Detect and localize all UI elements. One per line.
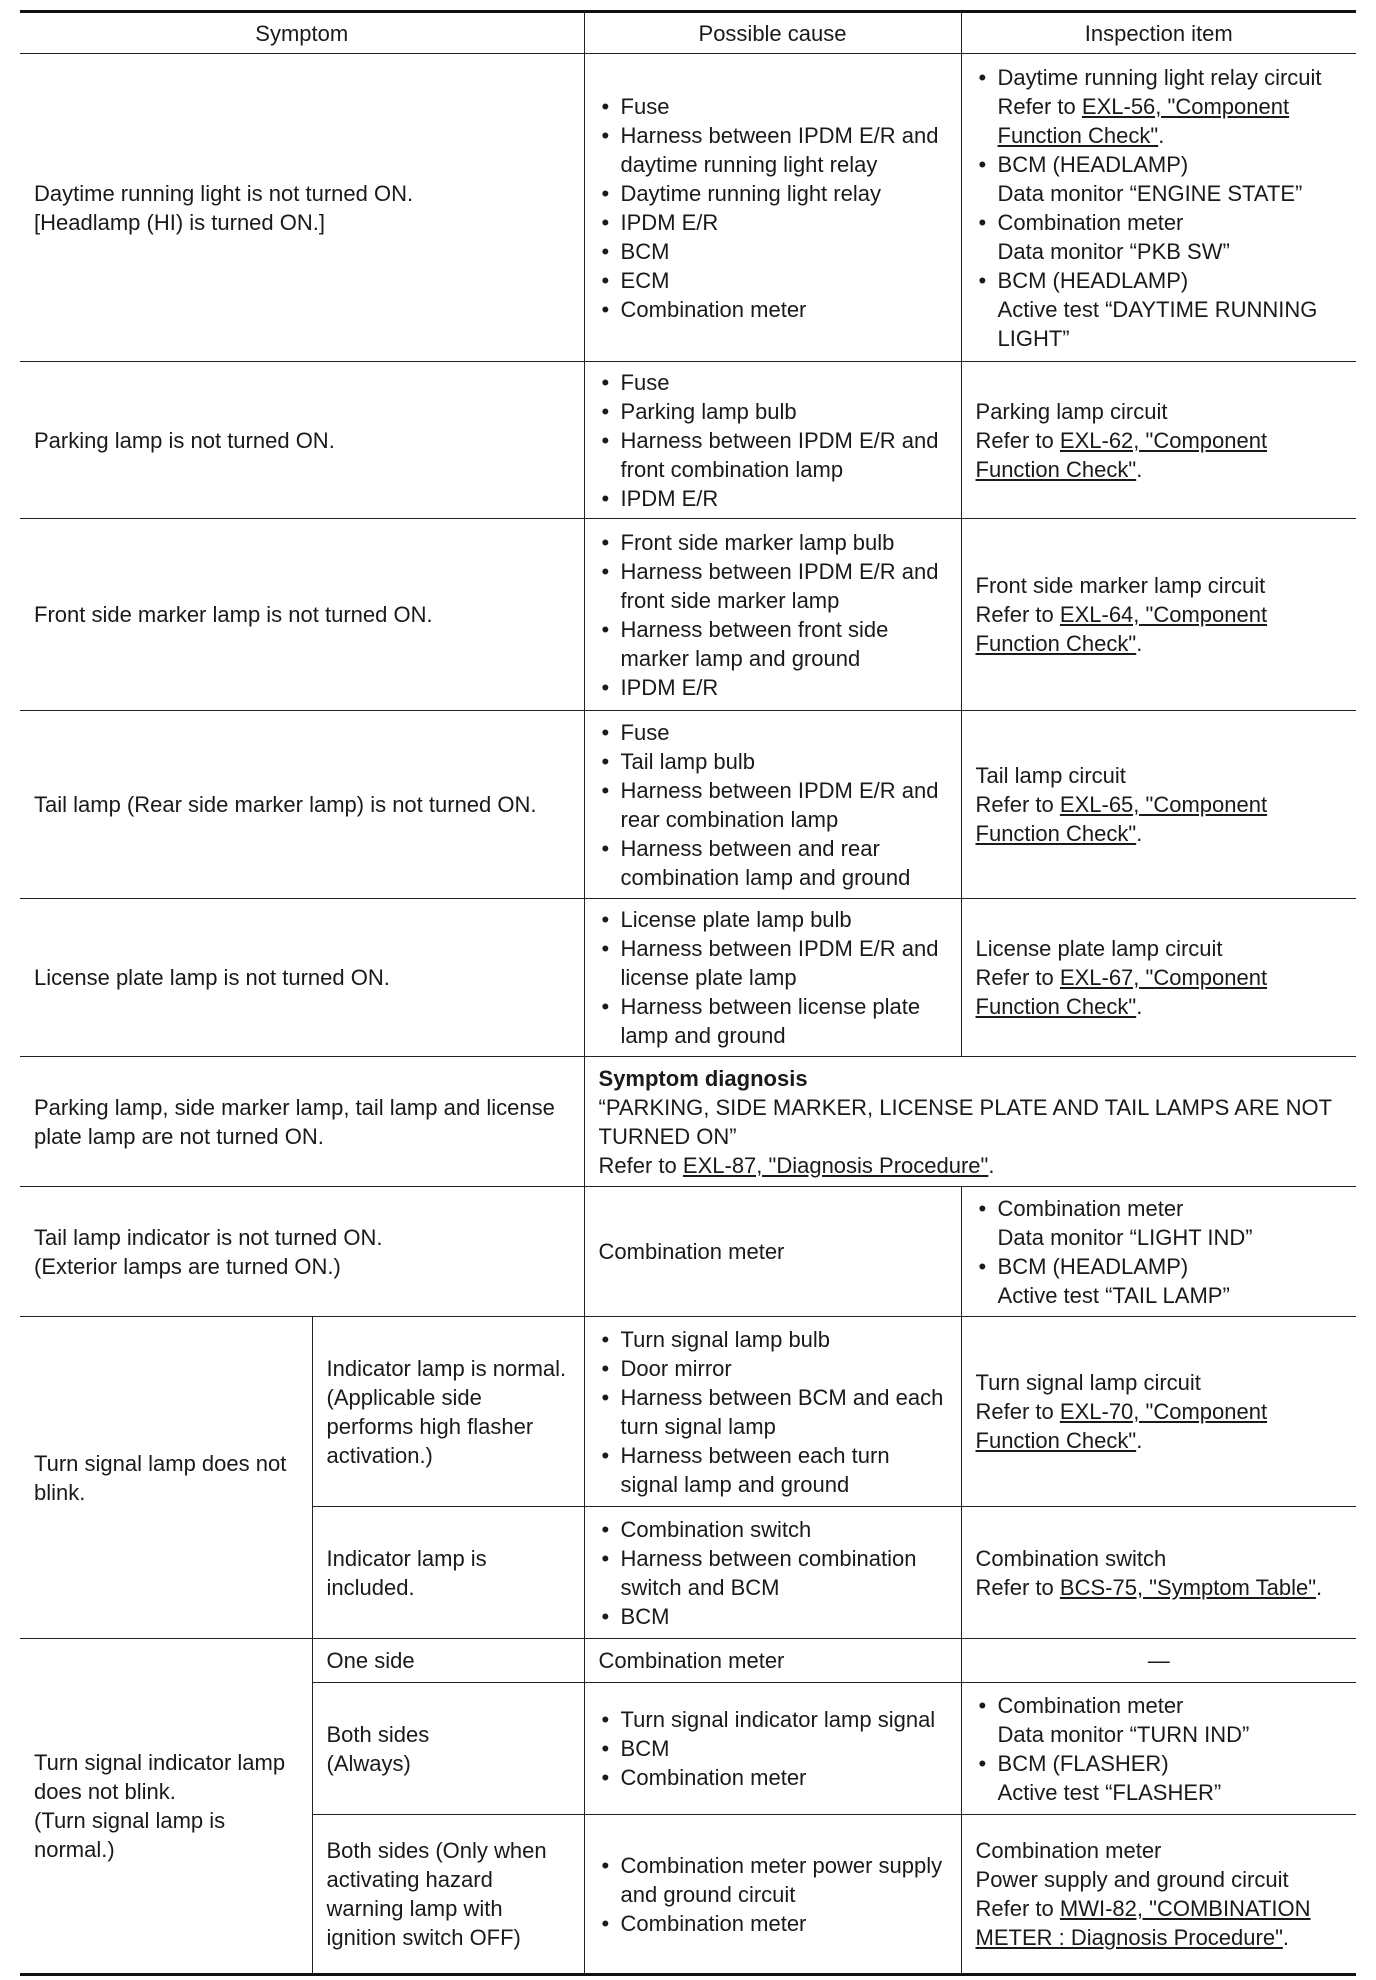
cause-item: • Harness between IPDM E/R and front side marker lamp (599, 557, 947, 615)
cause-cell (584, 899, 961, 1057)
cause-cell (584, 1507, 961, 1639)
symptom-cell: Front side marker lamp is not turned ON. (20, 519, 584, 711)
cause-item: • Parking lamp bulb (599, 397, 947, 426)
cause-item: • Harness between IPDM E/R and daytime running light relay (599, 121, 947, 179)
symptom-table-container (20, 10, 1356, 1976)
inspection-subtext: Data monitor “ENGINE STATE” (997, 180, 1303, 206)
cause-cell (584, 1815, 961, 1975)
refer-text: Refer to (975, 1399, 1054, 1424)
inspection-item: • Daytime running light relay circuit Refer to EXL-56, "Component Function Check". (976, 63, 1343, 150)
refer-text: Refer to (975, 792, 1054, 817)
cause-item: • BCM (599, 237, 947, 266)
symptom-cell: License plate lamp is not turned ON. (20, 899, 584, 1057)
inspection-text: Combination switch (975, 1545, 1167, 1571)
cause-item: • Turn signal lamp bulb (599, 1325, 947, 1354)
inspection-cell: Parking lamp circuit Refer to EXL-62, "Component Function Check". (961, 362, 1356, 519)
symptom-text: Tail lamp indicator is not turned ON. (34, 1224, 383, 1250)
ref-link-exl-70[interactable]: EXL-70, "Component Function Check" (975, 1399, 1268, 1453)
cause-item: • BCM (599, 1602, 947, 1631)
condition-cell (312, 1683, 584, 1815)
cause-cell (584, 711, 961, 899)
inspection-text: • Combination meter (997, 1195, 1184, 1221)
inspection-cell: Turn signal lamp circuit Refer to EXL-70, "Component Function Check". (961, 1317, 1356, 1507)
inspection-item (976, 1691, 1343, 1749)
inspection-cell (961, 1683, 1356, 1815)
refer-text: Refer to (975, 965, 1054, 990)
table-row (20, 1317, 1356, 1507)
cause-cell: Combination meter (584, 1639, 961, 1683)
ref-link-exl-67[interactable]: EXL-67, "Component Function Check" (975, 965, 1268, 1019)
inspection-item (976, 1749, 1343, 1807)
inspection-text: • Combination meter (997, 209, 1184, 235)
inspection-cell: Combination meter Power supply and ground circuit Refer to MWI-82, "COMBINATION METER : Diagnosis Procedure". (961, 1815, 1356, 1975)
cause-item: • ECM (599, 266, 947, 295)
table-row (20, 1639, 1356, 1683)
symptom-text: Turn signal indicator lamp does not blink. (34, 1750, 286, 1804)
cause-item: • Fuse (599, 368, 947, 397)
header-possible-cause: Possible cause (584, 12, 961, 54)
ref-link-exl-64[interactable]: EXL-64, "Component Function Check" (975, 602, 1268, 656)
cause-cell: Combination meter (584, 1187, 961, 1317)
ref-link-exl-87[interactable]: EXL-87, "Diagnosis Procedure" (682, 1152, 989, 1178)
ref-link-mwi-82[interactable]: MWI-82, "COMBINATION METER : Diagnosis Procedure" (975, 1896, 1311, 1950)
diagnosis-text: “PARKING, SIDE MARKER, LICENSE PLATE AND TAIL LAMPS ARE NOT TURNED ON” (598, 1094, 1332, 1149)
refer-text: Refer to (975, 1896, 1054, 1921)
refer-text: Refer to (975, 1574, 1054, 1600)
inspection-text: Turn signal lamp circuit (975, 1370, 1201, 1395)
ref-link-exl-65[interactable]: EXL-65, "Component Function Check" (975, 792, 1268, 846)
inspection-item (976, 208, 1343, 266)
inspection-subtext: Active test “DAYTIME RUNNING LIGHT” (997, 296, 1318, 351)
cause-item: • Harness between IPDM E/R and front combination lamp (599, 426, 947, 484)
cause-item: • Combination meter (599, 1763, 947, 1792)
cause-item: • Harness between BCM and each turn signal lamp (599, 1383, 947, 1441)
cause-item: • Turn signal indicator lamp signal (599, 1705, 947, 1734)
symptom-text: (Turn signal lamp is normal.) (34, 1808, 226, 1862)
refer-text: Refer to (598, 1152, 677, 1178)
inspection-text: Combination meter (975, 1838, 1162, 1863)
inspection-cell (961, 54, 1356, 362)
refer-text: Refer to (997, 93, 1076, 119)
cause-item: • Combination switch (599, 1515, 947, 1544)
cause-item: • Harness between front side marker lamp and ground (599, 615, 947, 673)
condition-text: Both sides (326, 1721, 430, 1747)
cause-item: • Harness between IPDM E/R and rear combination lamp (599, 776, 947, 834)
inspection-subtext: Data monitor “PKB SW” (997, 238, 1230, 264)
cause-item: • License plate lamp bulb (599, 905, 947, 934)
table-row (20, 362, 1356, 519)
condition-cell: One side (312, 1639, 584, 1683)
cause-cell (584, 1317, 961, 1507)
symptom-table (20, 10, 1356, 1976)
cause-item: • IPDM E/R (599, 484, 947, 513)
cause-item: • Fuse (599, 92, 947, 121)
inspection-subtext: Data monitor “TURN IND” (997, 1721, 1250, 1747)
inspection-cell: — (961, 1639, 1356, 1683)
cause-item: • IPDM E/R (599, 673, 947, 702)
inspection-text: License plate lamp circuit (975, 936, 1223, 961)
cause-cell (584, 519, 961, 711)
cause-item: • Harness between license plate lamp and ground (599, 992, 947, 1050)
inspection-text: • Combination meter (997, 1692, 1184, 1718)
inspection-text: • BCM (FLASHER) (997, 1750, 1169, 1776)
inspection-subtext: Active test “FLASHER” (997, 1779, 1222, 1805)
table-row (20, 711, 1356, 899)
cause-item: • Combination meter power supply and ground circuit (599, 1851, 947, 1909)
condition-text: (Applicable side performs high flasher activation.) (326, 1384, 534, 1468)
cause-item: • Combination meter (599, 295, 947, 324)
inspection-cell: Front side marker lamp circuit Refer to EXL-64, "Component Function Check". (961, 519, 1356, 711)
inspection-subtext: Data monitor “LIGHT IND” (997, 1224, 1253, 1250)
symptom-cell (20, 54, 584, 362)
ref-link-exl-62[interactable]: EXL-62, "Component Function Check" (975, 427, 1268, 482)
inspection-text: Front side marker lamp circuit (975, 573, 1266, 598)
condition-text: (Always) (326, 1750, 411, 1776)
symptom-cell (20, 1187, 584, 1317)
condition-cell: Indicator lamp is included. (312, 1507, 584, 1639)
refer-text: Refer to (975, 602, 1054, 627)
cause-cell (584, 1683, 961, 1815)
cause-item: • Fuse (599, 718, 947, 747)
inspection-text: • BCM (HEADLAMP) (997, 151, 1189, 177)
symptom-cell: Tail lamp (Rear side marker lamp) is not turned ON. (20, 711, 584, 899)
refer-text: Refer to (975, 427, 1054, 453)
table-row (20, 1057, 1356, 1187)
symptom-cell (20, 1639, 312, 1975)
inspection-item (976, 266, 1343, 353)
symptom-cell: Turn signal lamp does not blink. (20, 1317, 312, 1639)
condition-text: Indicator lamp is normal. (326, 1355, 567, 1381)
inspection-subtext: Active test “TAIL LAMP” (997, 1282, 1230, 1308)
inspection-subtext: Power supply and ground circuit (975, 1867, 1289, 1892)
header-inspection-item: Inspection item (961, 12, 1356, 54)
cause-item: • IPDM E/R (599, 208, 947, 237)
inspection-text: Parking lamp circuit (975, 398, 1168, 424)
header-symptom: Symptom (20, 12, 584, 54)
ref-link-exl-56[interactable]: EXL-56, "Component Function Check" (997, 93, 1290, 148)
cause-item: • Combination meter (599, 1909, 947, 1938)
inspection-cell: Combination switch Refer to BCS-75, "Symptom Table". (961, 1507, 1356, 1639)
table-row (20, 519, 1356, 711)
cause-item: • Tail lamp bulb (599, 747, 947, 776)
cause-item: • Harness between each turn signal lamp and ground (599, 1441, 947, 1499)
inspection-cell: License plate lamp circuit Refer to EXL-67, "Component Function Check". (961, 899, 1356, 1057)
cause-item: • Door mirror (599, 1354, 947, 1383)
inspection-item (976, 1194, 1343, 1252)
inspection-text: • BCM (HEADLAMP) (997, 1253, 1189, 1279)
condition-cell (312, 1317, 584, 1507)
symptom-text: Daytime running light is not turned ON. (34, 180, 414, 206)
inspection-item (976, 150, 1343, 208)
cause-item: • BCM (599, 1734, 947, 1763)
ref-link-bcs-75[interactable]: BCS-75, "Symptom Table" (1059, 1574, 1316, 1600)
diagnosis-title: Symptom diagnosis (598, 1065, 808, 1091)
inspection-cell (961, 1187, 1356, 1317)
inspection-text: Tail lamp circuit (975, 763, 1126, 788)
cause-item: • Front side marker lamp bulb (599, 528, 947, 557)
inspection-text: • BCM (HEADLAMP) (997, 267, 1189, 293)
cause-item: • Harness between combination switch and BCM (599, 1544, 947, 1602)
diagnosis-cell (584, 1057, 1356, 1187)
table-header-row (20, 12, 1356, 54)
table-row (20, 54, 1356, 362)
table-row (20, 899, 1356, 1057)
symptom-cell: Parking lamp is not turned ON. (20, 362, 584, 519)
symptom-text: [Headlamp (HI) is turned ON.] (34, 209, 325, 235)
condition-cell: Both sides (Only when activating hazard warning lamp with ignition switch OFF) (312, 1815, 584, 1975)
cause-cell (584, 362, 961, 519)
inspection-text: Daytime running light relay circuit (997, 64, 1322, 90)
symptom-text: (Exterior lamps are turned ON.) (34, 1253, 341, 1279)
cause-item: • Harness between IPDM E/R and license plate lamp (599, 934, 947, 992)
cause-item: • Daytime running light relay (599, 179, 947, 208)
table-row (20, 1187, 1356, 1317)
inspection-item (976, 1252, 1343, 1310)
cause-item: • Harness between and rear combination lamp and ground (599, 834, 947, 892)
period-text: . (988, 1152, 995, 1178)
cause-cell (584, 54, 961, 362)
inspection-cell: Tail lamp circuit Refer to EXL-65, "Component Function Check". (961, 711, 1356, 899)
symptom-cell: Parking lamp, side marker lamp, tail lamp and license plate lamp are not turned ON. (20, 1057, 584, 1187)
